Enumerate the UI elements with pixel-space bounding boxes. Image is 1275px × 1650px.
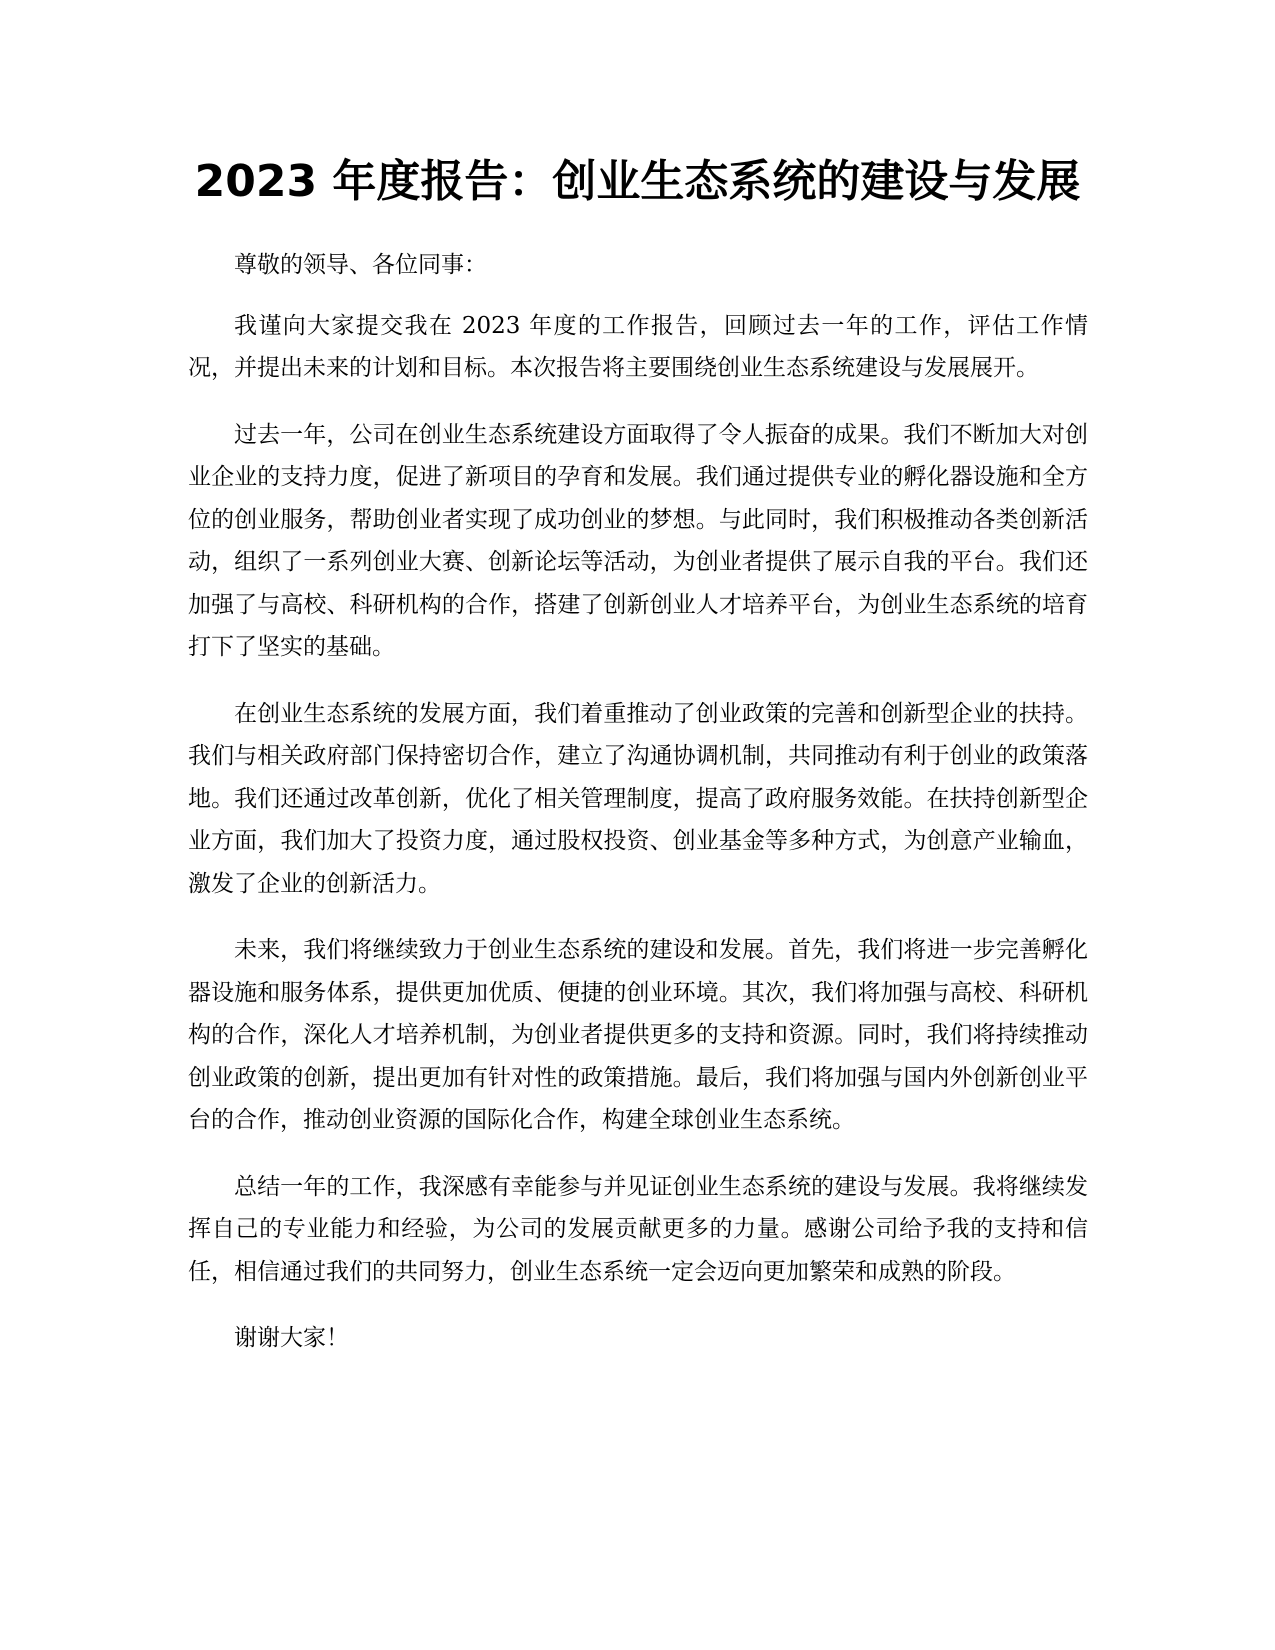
document-title: 2023 年度报告：创业生态系统的建设与发展	[194, 156, 1081, 207]
greeting-paragraph: 尊敬的领导、各位同事：	[234, 252, 487, 278]
future-plans-paragraph: 未来，我们将继续致力于创业生态系统的建设和发展。首先，我们将进一步完善孵化器设施和服务体系，提供更加优质、便捷的创业环境。其次，我们将加强与高校、科研机构的合作，深化人才培养机制，为创业者提供更多的支持和资源。同时，我们将持续推动创业政策的创新，提出更加有针对性的政策措施。最后，我们将加强与国内外创新创业平台的合作，推动创业资源的国际化合作，构建全球创业生态系统。	[188, 937, 1088, 1133]
closing-paragraph: 谢谢大家！	[234, 1325, 349, 1351]
intro-paragraph: 我谨向大家提交我在 2023 年度的工作报告，回顾过去一年的工作，评估工作情况，并提出未来的计划和目标。本次报告将主要围绕创业生态系统建设与发展展开。	[188, 312, 1088, 381]
development-paragraph: 在创业生态系统的发展方面，我们着重推动了创业政策的完善和创新型企业的扶持。我们与相关政府部门保持密切合作，建立了沟通协调机制，共同推动有利于创业的政策落地。我们还通过改革创新，优化了相关管理制度，提高了政府服务效能。在扶持创新型企业方面，我们加大了投资力度，通过股权投资、创业基金等多种方式，为创意产业输血，激发了企业的创新活力。	[188, 700, 1088, 897]
document-body	[188, 244, 1088, 1384]
summary-paragraph: 总结一年的工作，我深感有幸能参与并见证创业生态系统的建设与发展。我将继续发挥自己的专业能力和经验，为公司的发展贡献更多的力量。感谢公司给予我的支持和信任，相信通过我们的共同努力，创业生态系统一定会迈向更加繁荣和成熟的阶段。	[188, 1173, 1088, 1285]
achievements-paragraph: 过去一年，公司在创业生态系统建设方面取得了令人振奋的成果。我们不断加大对创业企业的支持力度，促进了新项目的孕育和发展。我们通过提供专业的孵化器设施和全方位的创业服务，帮助创业者实现了成功创业的梦想。与此同时，我们积极推动各类创新活动，组织了一系列创业大赛、创新论坛等活动，为创业者提供了展示自我的平台。我们还加强了与高校、科研机构的合作，搭建了创新创业人才培养平台，为创业生态系统的培育打下了坚实的基础。	[188, 421, 1088, 660]
